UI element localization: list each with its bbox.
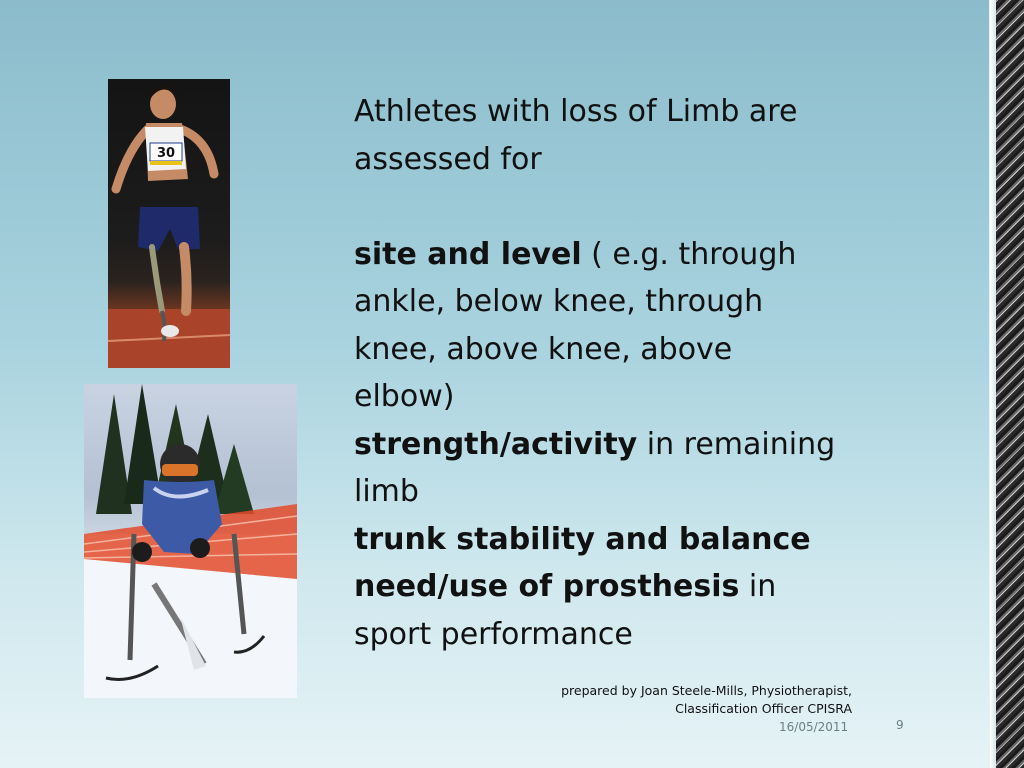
criterion-label: site and level <box>354 236 582 272</box>
criterion-site-level <box>354 231 854 279</box>
credit-line: Classification Officer CPISRA <box>675 701 852 716</box>
criterion-label: strength/activity <box>354 426 638 462</box>
criterion-strength <box>354 421 854 469</box>
criterion-trunk <box>354 516 854 564</box>
criterion-detail: ( e.g. through <box>581 236 797 272</box>
criterion-label: need/use of prosthesis <box>354 569 740 604</box>
criterion-prosthesis <box>354 563 854 611</box>
heading-line: assessed for <box>354 141 542 177</box>
spacer <box>354 183 854 231</box>
footer-date: 16/05/2011 <box>779 720 849 734</box>
criterion-detail-line: elbow) <box>354 379 455 414</box>
skier-photo <box>84 384 297 698</box>
bib-number: 30 <box>156 146 176 161</box>
slide-number: 9 <box>896 718 904 732</box>
criterion-detail-line: sport performance <box>354 616 633 652</box>
heading-line: Athletes with loss of Limb are <box>354 94 798 129</box>
criterion-detail-line: knee, above knee, above <box>354 331 733 367</box>
criterion-label: trunk stability and balance <box>354 521 811 557</box>
decorative-edge-strip <box>989 0 1024 768</box>
slide-body <box>354 88 854 658</box>
criterion-detail: in <box>739 569 777 604</box>
credit-line: prepared by Joan Steele-Mills, Physiotherapist, <box>561 683 852 698</box>
criterion-detail: in remaining <box>637 426 836 462</box>
runner-photo <box>108 79 230 368</box>
footer-credit <box>561 682 852 718</box>
criterion-detail-line: ankle, below knee, through <box>354 284 764 319</box>
criterion-detail-line: limb <box>354 474 419 509</box>
